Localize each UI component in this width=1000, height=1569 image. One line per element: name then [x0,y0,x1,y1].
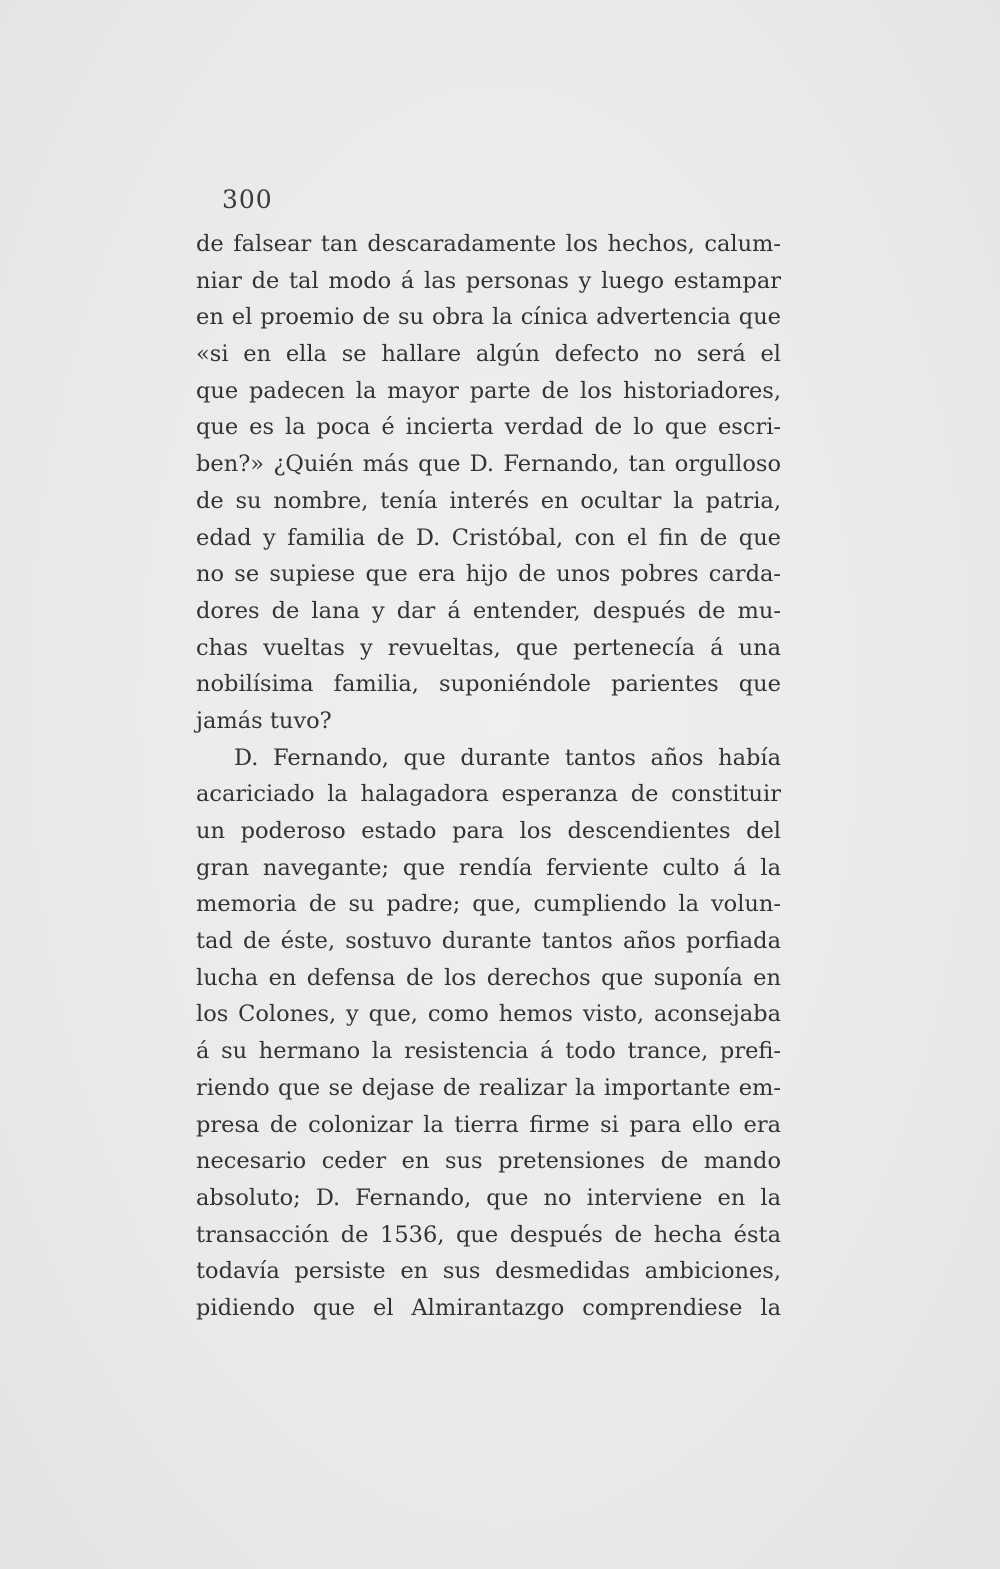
text-line: presa de colonizar la tierra firme si para ello era [196,1111,781,1138]
paragraph-first-line: D. Fernando, que durante tantos años había [234,744,781,771]
text-line: lucha en defensa de los derechos que suponía en [196,964,781,991]
text-line: riendo que se dejase de realizar la importante em- [196,1074,781,1101]
text-line: pidiendo que el Almirantazgo comprendiese la [196,1294,781,1321]
text-line: memoria de su padre; que, cumpliendo la volun- [196,891,781,918]
text-line: acariciado la halagadora esperanza de constituir [196,781,781,808]
body-text [196,226,781,1327]
text-line: que padecen la mayor parte de los historiadores, [196,377,781,404]
text-line: de falsear tan descaradamente los hechos, calum- [196,231,781,257]
text-line: necesario ceder en sus pretensiones de mando [196,1148,781,1175]
text-line: tad de éste, sostuvo durante tantos años porfiada [196,928,781,955]
text-line: gran navegante; que rendía ferviente culto á la [196,854,781,881]
text-line: niar de tal modo á las personas y luego estampar [196,267,781,294]
text-line: «si en ella se hallare algún defecto no será el [196,341,781,368]
text-line: que es la poca é incierta verdad de lo que escri- [196,414,781,441]
text-line: jamás tuvo? [196,707,332,734]
text-line: no se supiese que era hijo de unos pobres carda- [196,561,781,588]
text-line: un poderoso estado para los descendientes del [196,818,781,844]
text-line: nobilísima familia, suponiéndole parientes que [196,671,781,698]
text-line: á su hermano la resistencia á todo trance, prefi- [196,1038,781,1065]
page-number: 300 [222,185,273,214]
text-line: chas vueltas y revueltas, que pertenecía á una [196,634,781,661]
text-line: absoluto; D. Fernando, que no interviene en la [196,1184,781,1211]
text-line: los Colones, y que, como hemos visto, aconsejaba [196,1001,781,1028]
text-line: de su nombre, tenía interés en ocultar la patria, [196,487,781,514]
text-line: dores de lana y dar á entender, después de mu- [196,597,781,624]
text-line: en el proemio de su obra la cínica advertencia que [196,304,781,331]
text-line: ben?» ¿Quién más que D. Fernando, tan orgulloso [196,451,781,478]
text-line: edad y familia de D. Cristóbal, con el fin de que [196,524,781,551]
text-line: transacción de 1536, que después de hecha ésta [196,1221,781,1248]
text-line: todavía persiste en sus desmedidas ambiciones, [196,1258,781,1285]
